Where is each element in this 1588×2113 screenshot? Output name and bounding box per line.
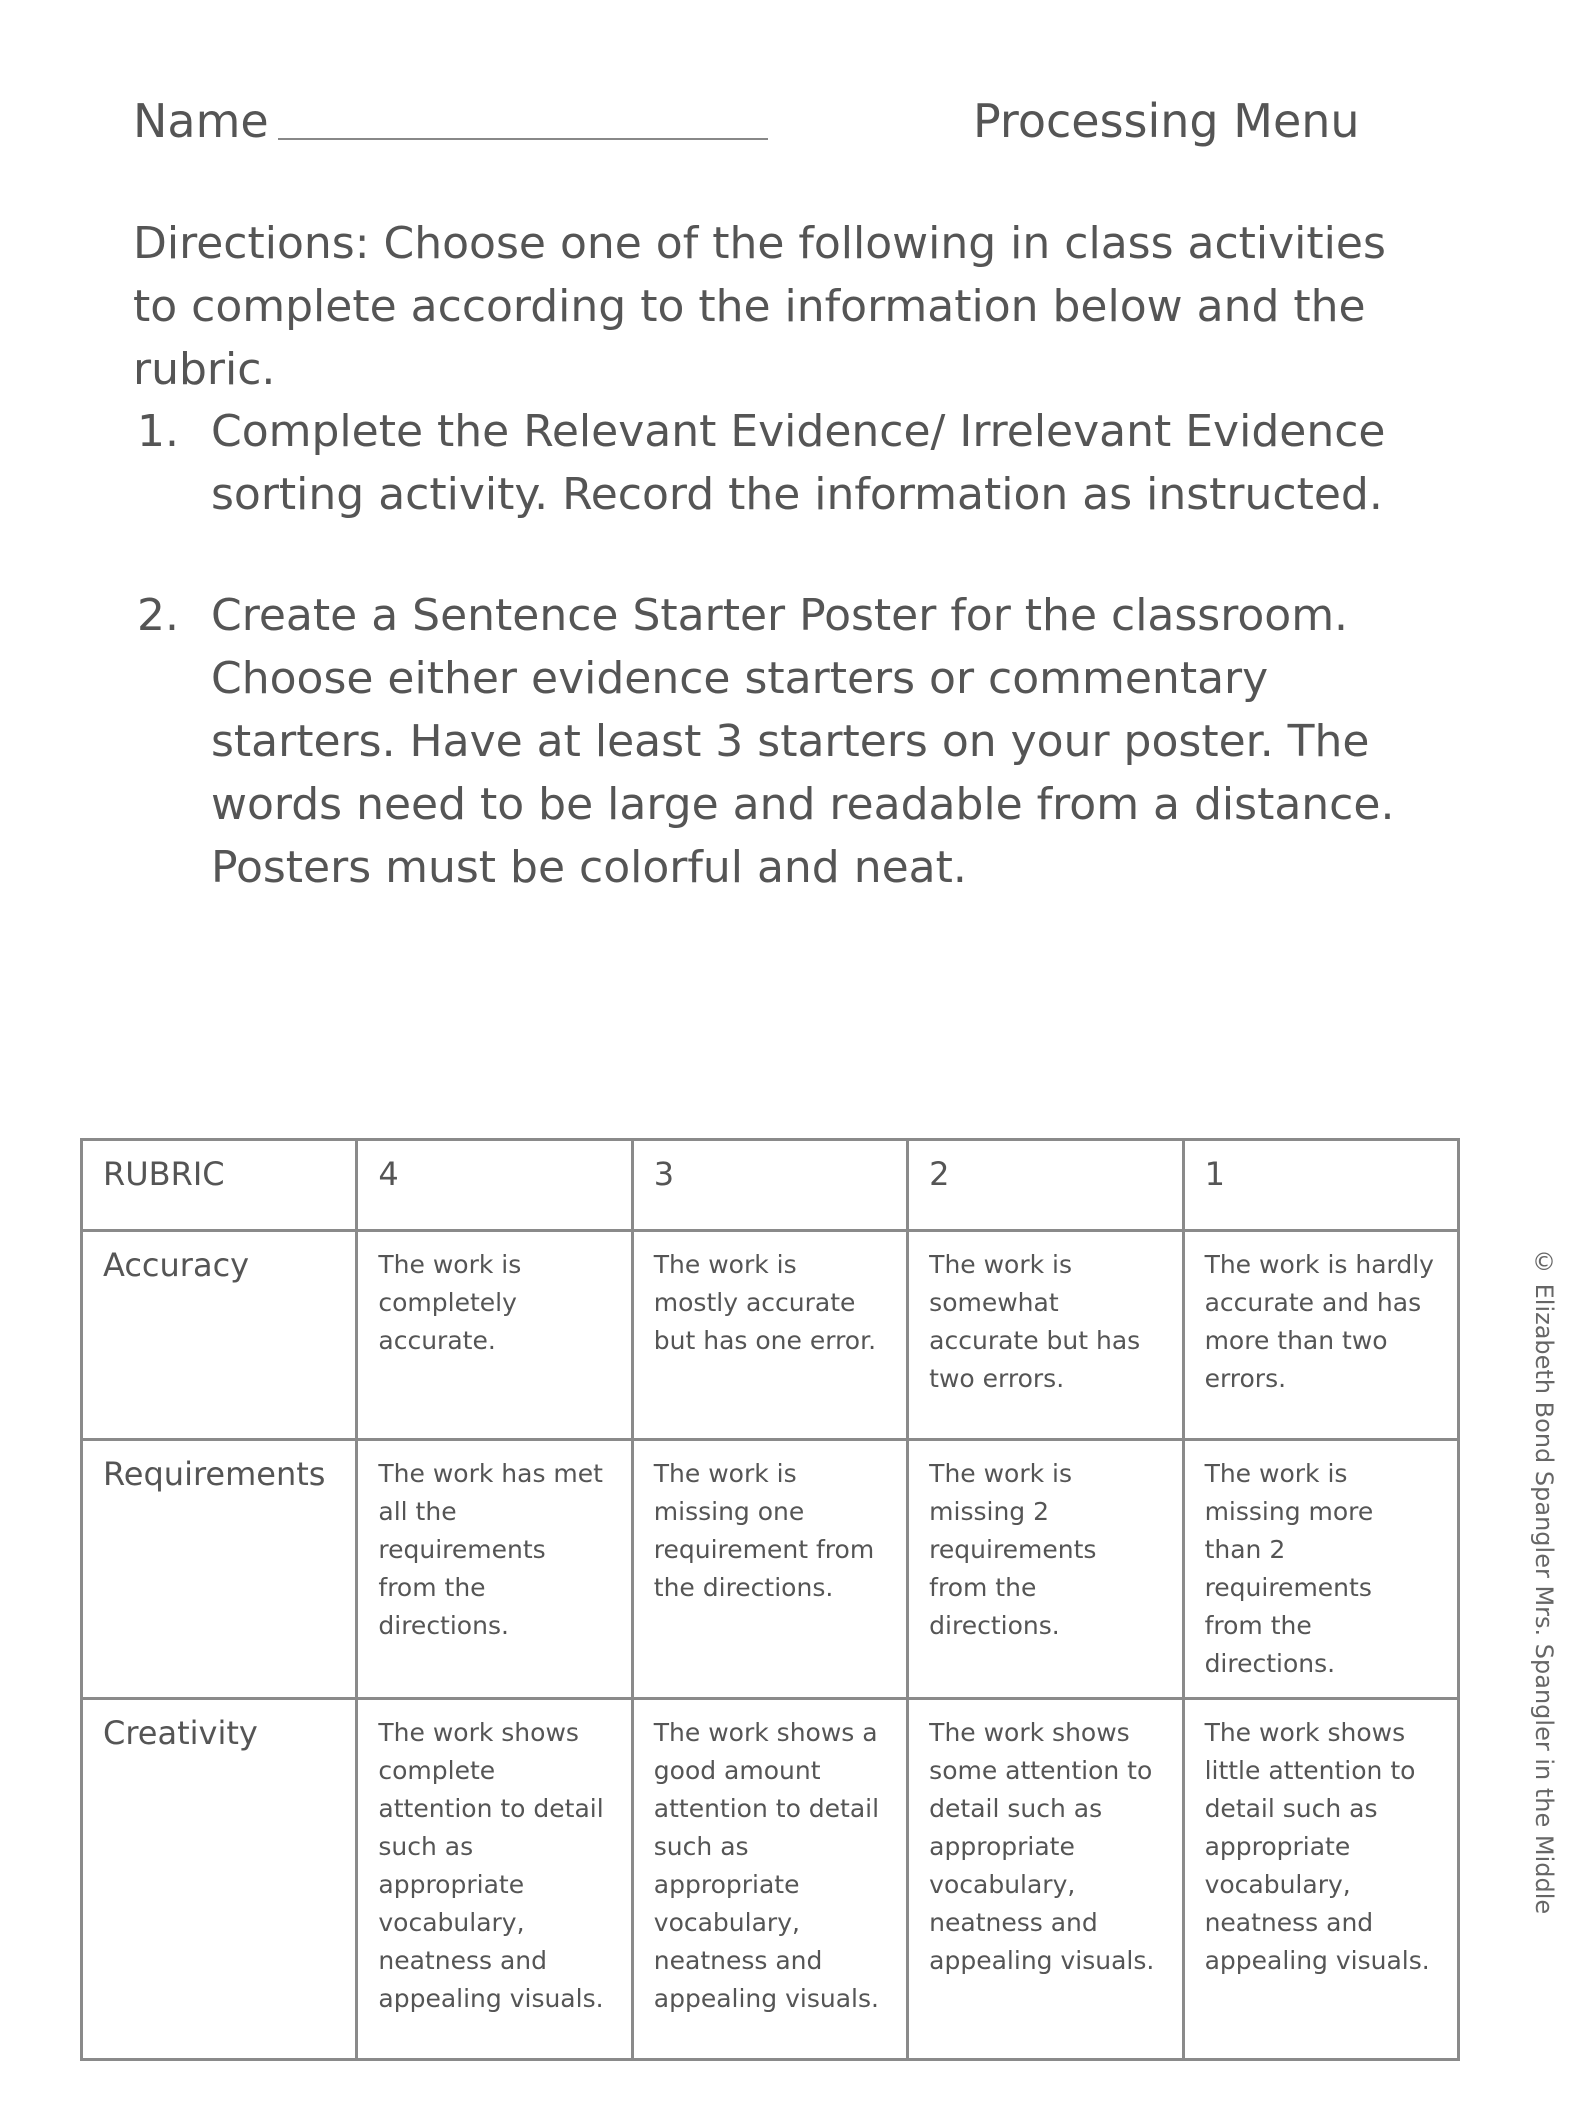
rubric-header-cell: RUBRIC xyxy=(82,1140,357,1231)
copyright-credit: © Elizabeth Bond Spangler Mrs. Spangler in the Middle xyxy=(1530,1248,1558,1915)
rubric-score-header: 1 xyxy=(1183,1140,1458,1231)
rubric-table xyxy=(80,1138,1460,2061)
rubric-cell: The work shows some attention to detail such as appropriate vocabulary, neatness and appealing visuals. xyxy=(908,1699,1183,2060)
rubric-cell: The work is somewhat accurate but has two errors. xyxy=(908,1231,1183,1440)
rubric-row-requirements xyxy=(82,1440,1459,1699)
rubric-cell: The work shows complete attention to detail such as appropriate vocabulary, neatness and appealing visuals. xyxy=(357,1699,632,2060)
page-title: Processing Menu xyxy=(973,94,1360,148)
activity-item xyxy=(133,584,1413,899)
rubric-criterion: Accuracy xyxy=(82,1231,357,1440)
rubric-criterion: Requirements xyxy=(82,1440,357,1699)
rubric-cell: The work is missing one requirement from the directions. xyxy=(632,1440,907,1699)
rubric-cell: The work is completely accurate. xyxy=(357,1231,632,1440)
activity-number: 2. xyxy=(137,590,179,641)
rubric-row-creativity xyxy=(82,1699,1459,2060)
worksheet-header xyxy=(133,88,1373,158)
rubric-cell: The work shows a good amount attention to detail such as appropriate vocabulary, neatness and appealing visuals. xyxy=(632,1699,907,2060)
rubric-cell: The work is mostly accurate but has one error. xyxy=(632,1231,907,1440)
name-blank-line xyxy=(278,138,768,140)
rubric-score-header: 2 xyxy=(908,1140,1183,1231)
rubric-score-header: 3 xyxy=(632,1140,907,1231)
name-label: Name xyxy=(133,94,269,148)
rubric-cell: The work shows little attention to detail such as appropriate vocabulary, neatness and appealing visuals. xyxy=(1183,1699,1458,2060)
rubric-cell: The work is missing 2 requirements from the directions. xyxy=(908,1440,1183,1699)
activity-number: 1. xyxy=(137,406,179,457)
activity-item xyxy=(133,400,1413,526)
rubric-cell: The work has met all the requirements from the directions. xyxy=(357,1440,632,1699)
directions-text: Directions: Choose one of the following in class activities to complete according to the information below and the rubric. xyxy=(133,218,1386,395)
activity-list xyxy=(133,400,1413,899)
rubric-row-accuracy xyxy=(82,1231,1459,1440)
rubric-score-header: 4 xyxy=(357,1140,632,1231)
activity-text: Complete the Relevant Evidence/ Irrelevant Evidence sorting activity. Record the information as instructed. xyxy=(211,406,1386,520)
activity-text: Create a Sentence Starter Poster for the classroom. Choose either evidence starters or commentary starters. Have at least 3 starters on your poster. The words need to be large and readable from a distance. Posters must be colorful and neat. xyxy=(211,590,1395,893)
rubric-criterion: Creativity xyxy=(82,1699,357,2060)
rubric-header-row xyxy=(82,1140,1459,1231)
rubric-cell: The work is missing more than 2 requirements from the directions. xyxy=(1183,1440,1458,1699)
rubric-cell: The work is hardly accurate and has more than two errors. xyxy=(1183,1231,1458,1440)
